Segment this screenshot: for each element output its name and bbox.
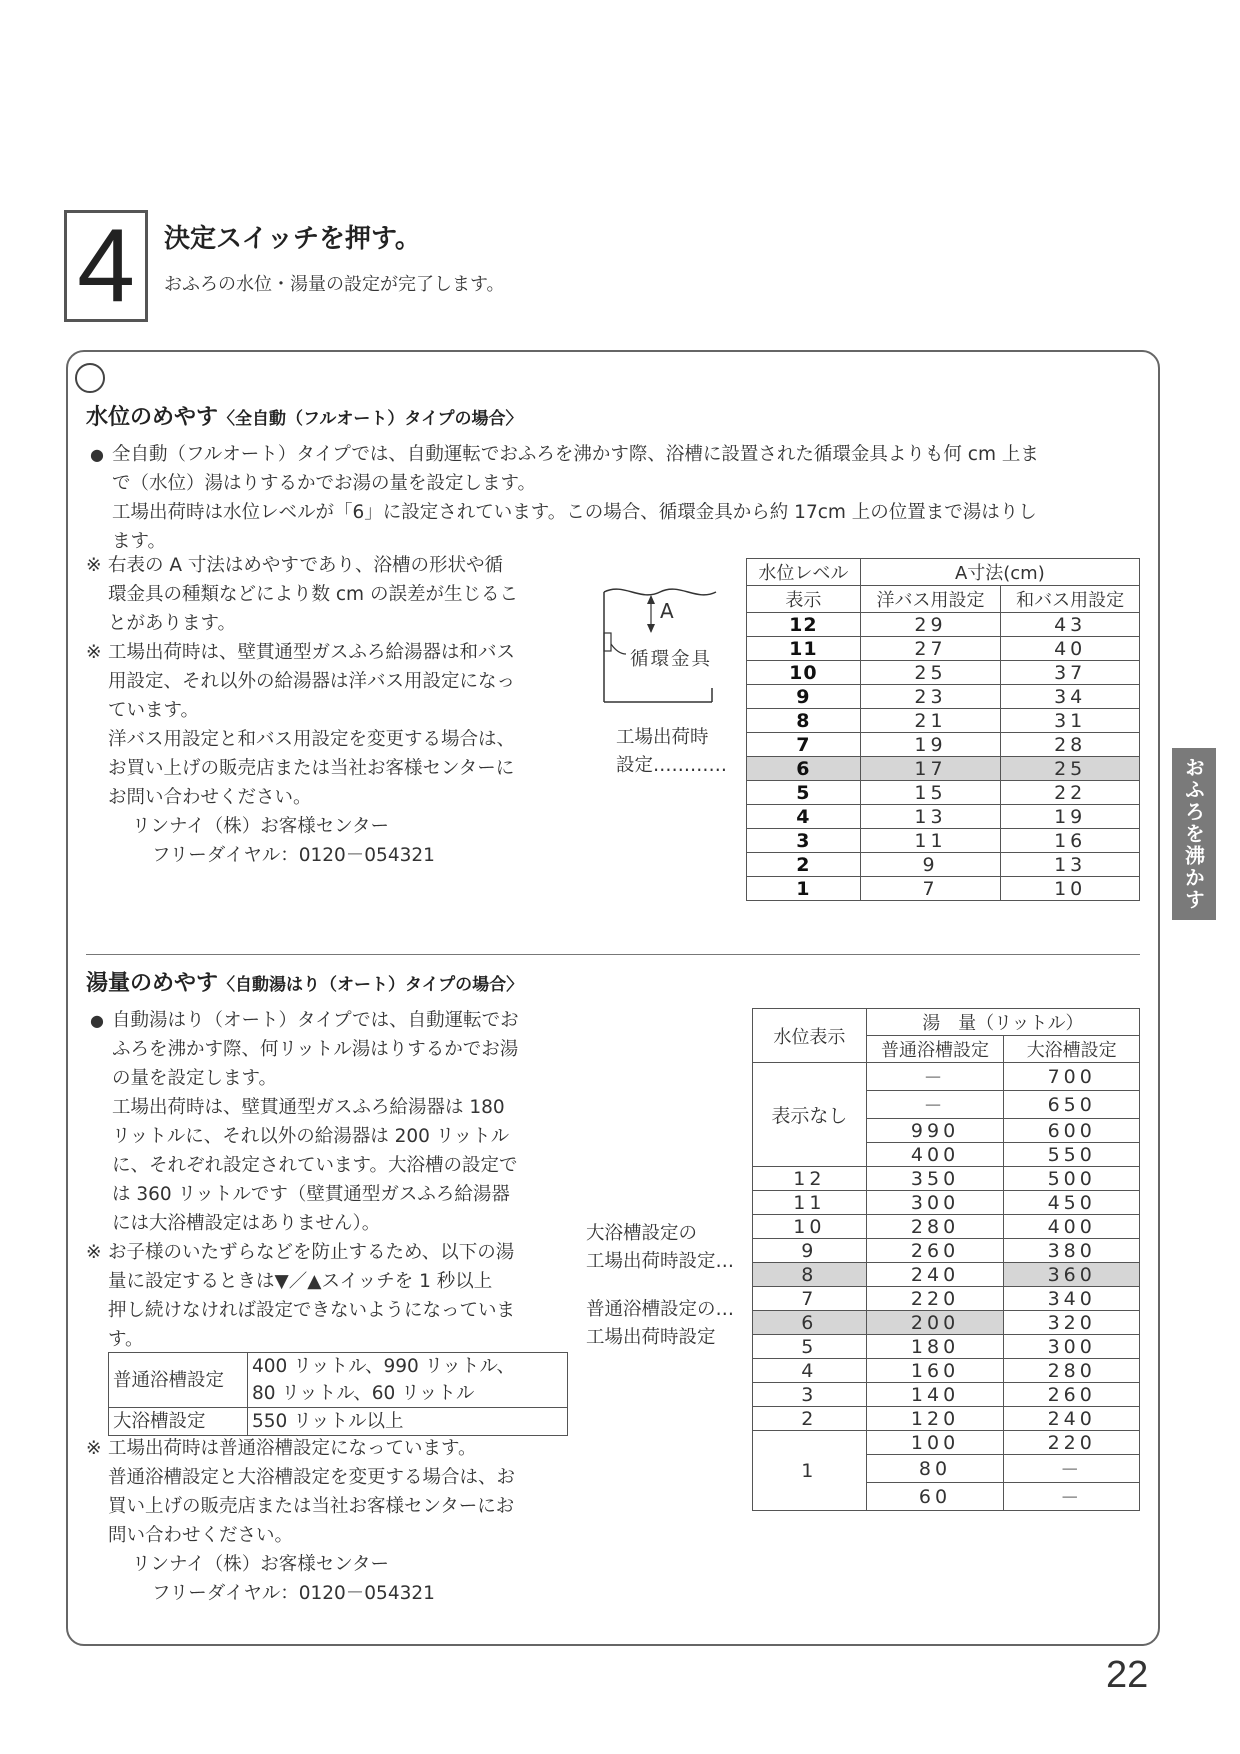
water-volume-bullet bbox=[90, 1006, 590, 1238]
text-line: リットルに、それ以外の給湯器は 200 リットル bbox=[112, 1126, 510, 1147]
water-level-title: 水位のめやす〈全自動（フルオート）タイプの場合〉 bbox=[86, 405, 523, 430]
table-row: 8 240 360 bbox=[753, 1263, 1140, 1287]
text-line: お買い上げの販売店または当社お客様センターに bbox=[108, 758, 515, 779]
water-level-bullet bbox=[90, 440, 1150, 556]
side-chapter-tab bbox=[1172, 748, 1216, 920]
side-tab-label: おふろを沸かす bbox=[1181, 757, 1206, 911]
text-line: す。 bbox=[108, 1329, 144, 1350]
table-row: 12 350 500 bbox=[753, 1167, 1140, 1191]
table-row: 1 7 10 bbox=[747, 877, 1140, 901]
row-label-large: 大浴槽設定 bbox=[109, 1408, 248, 1436]
diagram-label-fitting: 循環金具 bbox=[630, 649, 713, 670]
water-volume-note1 bbox=[86, 1238, 586, 1354]
row-label-normal: 普通浴槽設定 bbox=[109, 1353, 248, 1408]
table-row: 2 120 240 bbox=[753, 1407, 1140, 1431]
row-value-large: 550 リットル以上 bbox=[248, 1408, 568, 1436]
table-row: 11 300 450 bbox=[753, 1191, 1140, 1215]
contact-company: リンナイ（株）お客様センター bbox=[132, 816, 389, 837]
header-level-2: 表示 bbox=[747, 586, 861, 613]
water-level-title-sub: 〈全自動（フルオート）タイプの場合〉 bbox=[218, 409, 523, 429]
table-row: 10 25 37 bbox=[747, 661, 1140, 685]
table-row: 12 29 43 bbox=[747, 613, 1140, 637]
water-volume-table bbox=[752, 1008, 1140, 1511]
text-line: 工場出荷時は水位レベルが「6」に設定されています。この場合、循環金具から約 17cm 上の位置まで湯はりし bbox=[112, 502, 1037, 523]
text-line: お問い合わせください。 bbox=[108, 787, 312, 808]
step-title: 決定スイッチを押す。 bbox=[164, 224, 421, 254]
diagram-label-a: A bbox=[660, 599, 674, 623]
contact-dial: フリーダイヤル：0120－054321 bbox=[152, 1583, 435, 1604]
table-row: 4 13 19 bbox=[747, 805, 1140, 829]
text-line: 問い合わせください。 bbox=[108, 1525, 294, 1546]
callout-large-1: 大浴槽設定の bbox=[586, 1223, 698, 1244]
arrow-down-icon bbox=[647, 624, 655, 633]
text-line: 環金具の種類などにより数 cm の誤差が生じるこ bbox=[108, 584, 518, 605]
water-volume-note2 bbox=[86, 1434, 586, 1608]
water-surface-line bbox=[604, 589, 716, 595]
table-row: 400 550 bbox=[753, 1143, 1140, 1167]
step-number: 4 bbox=[77, 208, 135, 324]
text-line: ※ 右表の A 寸法はめやすであり、浴槽の形状や循 bbox=[86, 551, 586, 580]
table-row: 9 23 34 bbox=[747, 685, 1140, 709]
factory-label-2: 設定………… bbox=[616, 755, 728, 776]
table-row: 3 11 16 bbox=[747, 829, 1140, 853]
text-line: 工場出荷時は、壁貫通型ガスふろ給湯器は 180 bbox=[112, 1097, 505, 1118]
table-row: － 650 bbox=[753, 1091, 1140, 1119]
normal-factory-default-cell: 200 bbox=[866, 1311, 1004, 1335]
table-row: 表示なし － 700 bbox=[753, 1063, 1140, 1091]
factory-label-1: 工場出荷時 bbox=[616, 727, 709, 748]
header-large: 大浴槽設定 bbox=[1004, 1036, 1140, 1063]
row-value-normal: 400 リットル、990 リットル、 80 リットル、60 リットル bbox=[248, 1353, 568, 1408]
text-line: 普通浴槽設定と大浴槽設定を変更する場合は、お bbox=[108, 1467, 516, 1488]
table-row: 7 19 28 bbox=[747, 733, 1140, 757]
text-line: 用設定、それ以外の給湯器は洋バス用設定になっ bbox=[108, 671, 516, 692]
table-row: 6 200 320 bbox=[753, 1311, 1140, 1335]
text-line: とがあります。 bbox=[108, 613, 237, 634]
text-line: ふろを沸かす際、何リットル湯はりするかでお湯 bbox=[112, 1039, 519, 1060]
table-row: 10 280 400 bbox=[753, 1215, 1140, 1239]
table-row bbox=[109, 1408, 568, 1436]
arrow-up-icon bbox=[647, 595, 655, 604]
text-line: ※ 工場出荷時は普通浴槽設定になっています。 bbox=[86, 1434, 586, 1463]
contact-company: リンナイ（株）お客様センター bbox=[132, 1554, 389, 1575]
large-factory-default-cell: 360 bbox=[1004, 1263, 1140, 1287]
circulation-fitting-icon bbox=[604, 633, 611, 651]
text-line: ※ 工場出荷時は、壁貫通型ガスふろ給湯器は和バス bbox=[86, 638, 586, 667]
section-divider bbox=[86, 954, 1140, 955]
header-western: 洋バス用設定 bbox=[860, 586, 1001, 613]
callout-normal-2: 工場出荷時設定 bbox=[586, 1327, 716, 1348]
table-row: 3 140 260 bbox=[753, 1383, 1140, 1407]
table-row bbox=[109, 1353, 568, 1408]
text-line: ● 全自動（フルオート）タイプでは、自動運転でおふろを沸かす際、浴槽に設置された循環金具よりも何 cm 上ま bbox=[90, 440, 1150, 469]
header-japanese: 和バス用設定 bbox=[1001, 586, 1140, 613]
text-line: 洋バス用設定と和バス用設定を変更する場合は、 bbox=[108, 729, 516, 750]
contact-dial: フリーダイヤル：0120－054321 bbox=[152, 845, 435, 866]
level-1-cell: 1 bbox=[753, 1431, 867, 1511]
text-line: 買い上げの販売店または当社お客様センターにお bbox=[108, 1496, 515, 1517]
water-level-table bbox=[746, 558, 1140, 901]
header-a-dimension: A寸法(cm) bbox=[860, 559, 1139, 586]
header-normal: 普通浴槽設定 bbox=[866, 1036, 1004, 1063]
step-subtitle: おふろの水位・湯量の設定が完了します。 bbox=[164, 274, 505, 295]
header-level: 水位表示 bbox=[753, 1009, 867, 1063]
text-line: ※ お子様のいたずらなどを防止するため、以下の湯 bbox=[86, 1238, 586, 1267]
table-row: 11 27 40 bbox=[747, 637, 1140, 661]
header-volume: 湯 量（リットル） bbox=[866, 1009, 1139, 1036]
header-level-1: 水位レベル bbox=[747, 559, 861, 586]
text-line: には大浴槽設定はありません）。 bbox=[112, 1213, 381, 1234]
table-row: 80 － bbox=[753, 1455, 1140, 1483]
table-row: 1 100 220 bbox=[753, 1431, 1140, 1455]
text-line: 量に設定するときは▼／▲スイッチを 1 秒以上 bbox=[108, 1271, 493, 1292]
table-row: 9 260 380 bbox=[753, 1239, 1140, 1263]
table-row-factory-default: 6 17 25 bbox=[747, 757, 1140, 781]
fitting-leader-line bbox=[611, 644, 626, 654]
water-level-notes bbox=[86, 551, 586, 870]
table-row: 5 180 300 bbox=[753, 1335, 1140, 1359]
page-number: 22 bbox=[1106, 1654, 1149, 1696]
table-row: 8 21 31 bbox=[747, 709, 1140, 733]
text-line: ています。 bbox=[108, 700, 200, 721]
callout-large-2: 工場出荷時設定… bbox=[586, 1251, 735, 1272]
text-line: 押し続けなければ設定できないようになっていま bbox=[108, 1300, 516, 1321]
text-line: ● 自動湯はり（オート）タイプでは、自動運転でお bbox=[90, 1006, 590, 1035]
table-row: 990 600 bbox=[753, 1119, 1140, 1143]
table-row: 7 220 340 bbox=[753, 1287, 1140, 1311]
no-display-cell: 表示なし bbox=[753, 1063, 867, 1167]
step-number-box bbox=[64, 210, 148, 322]
text-line: の量を設定します。 bbox=[112, 1068, 278, 1089]
callout-normal-1: 普通浴槽設定の… bbox=[586, 1299, 735, 1320]
table-row: 60 － bbox=[753, 1483, 1140, 1511]
table-row: 2 9 13 bbox=[747, 853, 1140, 877]
text-line: で（水位）湯はりするかでお湯の量を設定します。 bbox=[112, 473, 537, 494]
restricted-volume-table bbox=[108, 1352, 568, 1436]
text-line: は 360 リットルです（壁貫通型ガスふろ給湯器 bbox=[112, 1184, 510, 1205]
table-row: 4 160 280 bbox=[753, 1359, 1140, 1383]
circle-icon bbox=[75, 363, 105, 393]
table-row: 5 15 22 bbox=[747, 781, 1140, 805]
text-line: ます。 bbox=[112, 531, 167, 552]
water-volume-title-sub: 〈自動湯はり（オート）タイプの場合〉 bbox=[218, 975, 524, 995]
water-volume-title: 湯量のめやす〈自動湯はり（オート）タイプの場合〉 bbox=[86, 971, 524, 996]
text-line: に、それぞれ設定されています。大浴槽の設定で bbox=[112, 1155, 518, 1176]
